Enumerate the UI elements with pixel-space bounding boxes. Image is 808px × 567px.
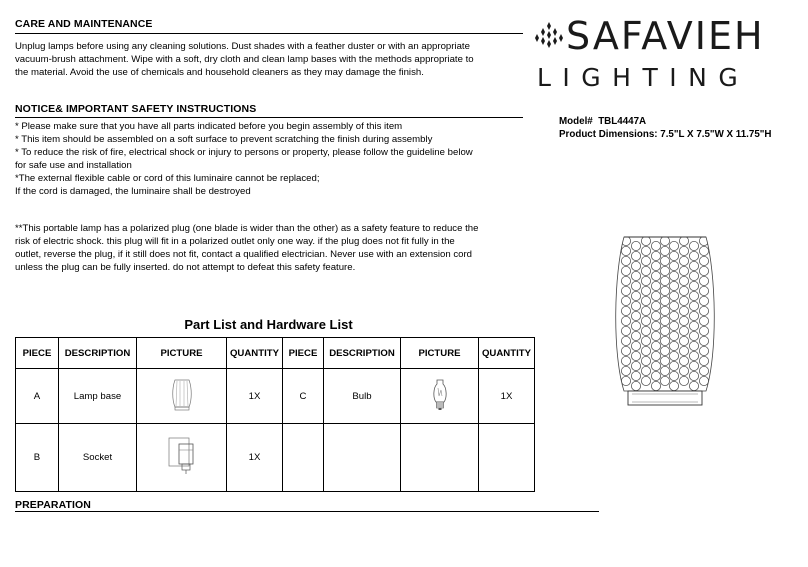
bead-mark xyxy=(689,351,698,360)
header-picture-2: PICTURE xyxy=(401,338,479,369)
bead-mark xyxy=(689,301,698,310)
bead-mark xyxy=(621,326,630,335)
bead-mark xyxy=(679,306,688,315)
bead-mark xyxy=(679,376,688,385)
bead-mark xyxy=(651,241,660,250)
bead-mark xyxy=(679,256,688,265)
bead-mark xyxy=(699,266,708,275)
parts-table xyxy=(15,337,535,492)
model-label: Model# xyxy=(559,116,593,127)
header-description: DESCRIPTION xyxy=(59,338,137,369)
brand-logo xyxy=(532,22,566,55)
bead-mark xyxy=(621,316,630,325)
bead-mark xyxy=(651,361,660,370)
bead-mark xyxy=(660,306,669,315)
bead-mark xyxy=(651,251,660,260)
bead-mark xyxy=(651,271,660,280)
bead-mark xyxy=(631,251,640,260)
bead-mark xyxy=(689,371,698,380)
picture-cell xyxy=(401,424,479,492)
bead-mark xyxy=(689,321,698,330)
bead-mark xyxy=(679,286,688,295)
bead-mark xyxy=(631,301,640,310)
bead-mark xyxy=(651,281,660,290)
header-picture: PICTURE xyxy=(137,338,227,369)
bead-mark xyxy=(699,376,708,385)
bead-mark xyxy=(641,276,650,285)
bead-mark xyxy=(699,246,708,255)
table-header-row xyxy=(16,338,535,369)
bead-mark xyxy=(621,376,630,385)
bead-mark xyxy=(631,331,640,340)
dimensions-value: 7.5"L X 7.5"W X 11.75"H xyxy=(660,129,772,140)
bead-mark xyxy=(699,306,708,315)
preparation-title: PREPARATION xyxy=(15,499,91,511)
description-cell: Bulb xyxy=(324,369,401,424)
bead-mark xyxy=(631,271,640,280)
bead-mark xyxy=(679,356,688,365)
quantity-cell: 1X xyxy=(227,424,283,492)
bead-mark xyxy=(660,336,669,345)
bead-mark xyxy=(699,256,708,265)
bead-mark xyxy=(631,361,640,370)
bead-mark xyxy=(699,316,708,325)
bead-mark xyxy=(631,321,640,330)
quantity-cell: 1X xyxy=(227,369,283,424)
bead-mark xyxy=(641,336,650,345)
plug-line: outlet, reverse the plug, if it still does not fit, contact a qualified electrician. Never use with an extension cord xyxy=(15,249,473,260)
bead-mark xyxy=(621,346,630,355)
bead-mark xyxy=(689,361,698,370)
description-cell: Socket xyxy=(59,424,137,492)
bead-mark xyxy=(660,276,669,285)
bead-mark xyxy=(641,266,650,275)
logo-brand: SAFAVIEH xyxy=(566,14,765,58)
plug-line: risk of electric shock. this plug will fit in a polarized outlet only one way. if the plug does not fit fully in the xyxy=(15,236,455,247)
description-cell xyxy=(324,424,401,492)
bead-mark xyxy=(669,271,678,280)
notice-line: * To reduce the risk of fire, electrical shock or injury to persons or property, please follow the guideline below xyxy=(15,147,473,158)
bead-mark xyxy=(621,266,630,275)
bead-mark xyxy=(689,261,698,270)
notice-rule xyxy=(15,117,523,118)
bead-mark xyxy=(699,336,708,345)
bead-mark xyxy=(641,346,650,355)
model-value: TBL4447A xyxy=(598,116,647,127)
bead-mark xyxy=(651,381,660,390)
notice-line: *The external flexible cable or cord of this luminaire cannot be replaced; xyxy=(15,173,320,184)
bead-mark xyxy=(689,251,698,260)
bead-mark xyxy=(621,246,630,255)
bead-mark xyxy=(679,316,688,325)
notice-title: NOTICE& IMPORTANT SAFETY INSTRUCTIONS xyxy=(15,103,257,115)
piece-cell xyxy=(283,424,324,492)
bead-mark xyxy=(689,241,698,250)
bead-mark xyxy=(621,366,630,375)
bead-mark xyxy=(689,271,698,280)
piece-cell: A xyxy=(16,369,59,424)
bead-mark xyxy=(641,286,650,295)
bead-mark xyxy=(631,351,640,360)
model-info xyxy=(559,116,646,127)
bead-mark xyxy=(621,276,630,285)
chandelier-logo-icon xyxy=(532,22,566,50)
bead-mark xyxy=(621,286,630,295)
bead-mark xyxy=(669,241,678,250)
notice-line: * Please make sure that you have all parts indicated before you begin assembly of this item xyxy=(15,121,403,132)
header-description-2: DESCRIPTION xyxy=(324,338,401,369)
parts-title: Part List and Hardware List xyxy=(184,317,353,332)
bead-mark xyxy=(660,266,669,275)
lamp-illustration xyxy=(610,233,720,411)
bead-mark xyxy=(621,356,630,365)
description-cell: Lamp base xyxy=(59,369,137,424)
bulb-icon xyxy=(432,378,448,412)
plug-line: unless the plug can be fully inserted. do not attempt to defeat this safety feature. xyxy=(15,262,356,273)
bead-mark xyxy=(679,366,688,375)
bead-mark xyxy=(660,376,669,385)
bead-mark xyxy=(669,371,678,380)
bead-mark xyxy=(689,291,698,300)
bead-mark xyxy=(660,286,669,295)
bead-mark xyxy=(679,276,688,285)
bead-mark xyxy=(651,341,660,350)
bead-mark xyxy=(651,351,660,360)
plug-line: **This portable lamp has a polarized plug (one blade is wider than the other) as a safety feature to reduce the xyxy=(15,223,479,234)
bead-mark xyxy=(660,366,669,375)
bead-mark xyxy=(641,246,650,255)
bead-mark xyxy=(641,326,650,335)
bead-mark xyxy=(679,336,688,345)
bead-mark xyxy=(641,376,650,385)
bead-mark xyxy=(660,316,669,325)
notice-line: If the cord is damaged, the luminaire shall be destroyed xyxy=(15,186,251,197)
notice-line: * This item should be assembled on a soft surface to prevent scratching the finish during assembly xyxy=(15,134,433,145)
piece-cell: B xyxy=(16,424,59,492)
bead-mark xyxy=(621,256,630,265)
picture-cell xyxy=(137,424,227,492)
bead-mark xyxy=(621,306,630,315)
bead-mark xyxy=(679,266,688,275)
bead-mark xyxy=(641,296,650,305)
table-row xyxy=(16,424,535,492)
bead-mark xyxy=(651,261,660,270)
bead-mark xyxy=(641,356,650,365)
bead-mark xyxy=(669,251,678,260)
header-piece: PIECE xyxy=(16,338,59,369)
bead-mark xyxy=(689,281,698,290)
plug-paragraph xyxy=(15,222,478,274)
bead-mark xyxy=(651,331,660,340)
preparation-rule xyxy=(15,511,599,512)
bead-mark xyxy=(699,286,708,295)
bead-mark xyxy=(669,341,678,350)
logo-sub: LIGHTING xyxy=(537,63,750,92)
bead-mark xyxy=(669,331,678,340)
care-paragraph xyxy=(15,40,474,79)
dimensions-label: Product Dimensions: xyxy=(559,129,658,140)
bead-mark xyxy=(689,331,698,340)
bead-mark xyxy=(679,296,688,305)
bead-mark xyxy=(679,246,688,255)
bead-mark xyxy=(651,311,660,320)
bead-mark xyxy=(641,256,650,265)
lamp-base-icon xyxy=(172,378,192,412)
bead-mark xyxy=(669,291,678,300)
table-row xyxy=(16,369,535,424)
quantity-cell: 1X xyxy=(479,369,535,424)
bead-mark xyxy=(699,366,708,375)
bead-mark xyxy=(669,351,678,360)
bead-mark xyxy=(631,261,640,270)
dimensions-info xyxy=(559,129,772,140)
notice-paragraph xyxy=(15,120,473,198)
bead-mark xyxy=(689,311,698,320)
bead-mark xyxy=(689,381,698,390)
care-line: Unplug lamps before using any cleaning solutions. Dust shades with a feather duster or with an appropriate xyxy=(15,41,470,52)
bead-mark xyxy=(631,291,640,300)
bead-mark xyxy=(631,311,640,320)
bead-mark xyxy=(651,291,660,300)
bead-mark xyxy=(669,381,678,390)
bead-mark xyxy=(631,341,640,350)
bead-mark xyxy=(660,356,669,365)
quantity-cell xyxy=(479,424,535,492)
bead-mark xyxy=(651,371,660,380)
socket-icon xyxy=(167,436,197,476)
bead-mark xyxy=(631,281,640,290)
bead-mark xyxy=(621,296,630,305)
bead-mark xyxy=(669,281,678,290)
bead-mark xyxy=(631,381,640,390)
notice-line: for safe use and installation xyxy=(15,160,132,171)
piece-cell: C xyxy=(283,369,324,424)
bead-mark xyxy=(660,236,669,245)
bead-mark xyxy=(699,356,708,365)
header-quantity: QUANTITY xyxy=(227,338,283,369)
bead-mark xyxy=(669,261,678,270)
picture-cell xyxy=(401,369,479,424)
bead-mark xyxy=(669,361,678,370)
bead-mark xyxy=(660,256,669,265)
bead-mark xyxy=(669,301,678,310)
care-rule xyxy=(15,33,523,34)
care-line: the material. Avoid the use of chemicals and household cleaners as they may damage the finish. xyxy=(15,67,424,78)
bead-mark xyxy=(631,241,640,250)
header-piece-2: PIECE xyxy=(283,338,324,369)
bead-mark xyxy=(651,321,660,330)
care-line: vacuum-brush attachment. Wipe with a soft, dry cloth and clean lamp bases with the methods appropriate to xyxy=(15,54,474,65)
bead-mark xyxy=(699,346,708,355)
bead-mark xyxy=(641,236,650,245)
care-title: CARE AND MAINTENANCE xyxy=(15,18,153,30)
bead-mark xyxy=(660,246,669,255)
bead-mark xyxy=(679,346,688,355)
bead-mark xyxy=(641,316,650,325)
bead-mark xyxy=(679,236,688,245)
bead-mark xyxy=(679,326,688,335)
bead-mark xyxy=(699,296,708,305)
bead-mark xyxy=(699,326,708,335)
bead-mark xyxy=(689,341,698,350)
bead-mark xyxy=(621,336,630,345)
bead-mark xyxy=(699,276,708,285)
bead-mark xyxy=(651,301,660,310)
bead-mark xyxy=(631,371,640,380)
bead-mark xyxy=(641,306,650,315)
bead-mark xyxy=(669,321,678,330)
header-quantity-2: QUANTITY xyxy=(479,338,535,369)
bead-mark xyxy=(660,326,669,335)
bead-mark xyxy=(660,346,669,355)
bead-mark xyxy=(669,311,678,320)
bead-mark xyxy=(660,296,669,305)
picture-cell xyxy=(137,369,227,424)
bead-mark xyxy=(641,366,650,375)
